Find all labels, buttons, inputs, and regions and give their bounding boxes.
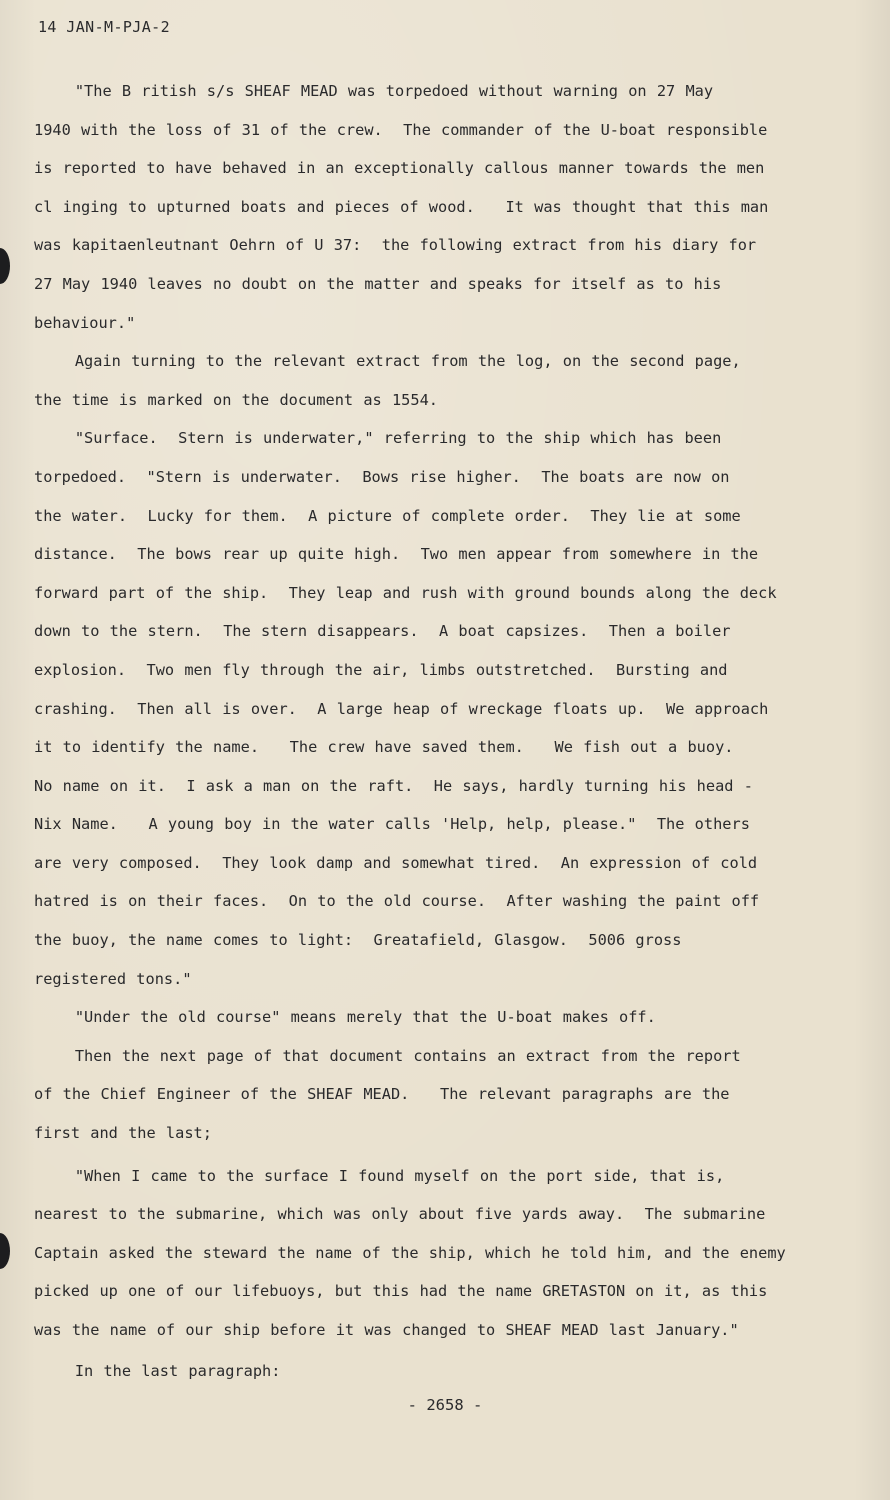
text-line: "Under the old course" means merely that the U-boat makes off. bbox=[34, 1008, 656, 1027]
text-line: 1940 with the loss of 31 of the crew. The commander of the U-boat responsible bbox=[34, 120, 768, 139]
text-line: hatred is on their faces. On to the old course. After washing the paint off bbox=[34, 892, 760, 911]
text-line: "Surface. Stern is underwater," referring to the ship which has been bbox=[34, 429, 722, 448]
page-number: - 2658 - bbox=[407, 1396, 483, 1414]
text-line: the buoy, the name comes to light: Greatafield, Glasgow. 5006 gross bbox=[34, 931, 682, 950]
text-line: Again turning to the relevant extract from the log, on the second page, bbox=[34, 352, 741, 371]
paragraph bbox=[34, 1037, 814, 1153]
text-line: distance. The bows rear up quite high. Two men appear from somewhere in the bbox=[34, 545, 759, 564]
text-line: nearest to the submarine, which was only about five yards away. The submarine bbox=[34, 1205, 766, 1224]
text-line: No name on it. I ask a man on the raft. He says, hardly turning his head - bbox=[34, 776, 753, 795]
text-line: "When I came to the surface I found myself on the port side, that is, bbox=[34, 1166, 725, 1185]
paragraph bbox=[34, 72, 814, 342]
text-line: "The B ritish s/s SHEAF MEAD was torpedoed without warning on 27 May bbox=[34, 82, 714, 100]
text-line: it to identify the name. The crew have saved them. We fish out a buoy. bbox=[34, 738, 734, 757]
document-code: 14 JAN-M-PJA-2 bbox=[38, 18, 171, 36]
punch-hole bbox=[0, 248, 10, 284]
punch-hole bbox=[0, 1233, 10, 1269]
text-line: registered tons." bbox=[34, 969, 192, 988]
text-line: the time is marked on the document as 1554. bbox=[34, 390, 439, 409]
text-line: forward part of the ship. They leap and rush with ground bounds along the deck bbox=[34, 583, 777, 602]
text-line: explosion. Two men fly through the air, limbs outstretched. Bursting and bbox=[34, 660, 728, 679]
text-line: Captain asked the steward the name of the ship, which he told him, and the enemy bbox=[34, 1243, 786, 1262]
paragraph bbox=[34, 342, 814, 419]
text-line: Then the next page of that document contains an extract from the report bbox=[34, 1046, 741, 1065]
text-line: Nix Name. A young boy in the water calls 'Help, help, please." The others bbox=[34, 815, 750, 834]
text-line: first and the last; bbox=[34, 1124, 212, 1143]
text-line: down to the stern. The stern disappears. A boat capsizes. Then a boiler bbox=[34, 622, 731, 641]
text-line: are very composed. They look damp and somewhat tired. An expression of cold bbox=[34, 853, 758, 872]
paragraph bbox=[34, 998, 814, 1037]
text-line: is reported to have behaved in an exceptionally callous manner towards the men bbox=[34, 159, 765, 178]
text-line: torpedoed. "Stern is underwater. Bows rise higher. The boats are now on bbox=[34, 467, 730, 486]
text-line: In the last paragraph: bbox=[34, 1361, 281, 1380]
paragraph bbox=[34, 419, 814, 998]
text-line: picked up one of our lifebuoys, but this had the name GRETASTON on it, as this bbox=[34, 1282, 768, 1301]
text-line: of the Chief Engineer of the SHEAF MEAD. The relevant paragraphs are the bbox=[34, 1085, 730, 1104]
document-body bbox=[34, 72, 814, 1390]
text-line: crashing. Then all is over. A large heap of wreckage floats up. We approach bbox=[34, 699, 769, 718]
paragraph bbox=[34, 1352, 814, 1391]
text-line: the water. Lucky for them. A picture of complete order. They lie at some bbox=[34, 506, 741, 525]
text-line: was kapitaenleutnant Oehrn of U 37: the following extract from his diary for bbox=[34, 236, 757, 255]
text-line: 27 May 1940 leaves no doubt on the matter and speaks for itself as to his bbox=[34, 274, 722, 293]
text-line: was the name of our ship before it was changed to SHEAF MEAD last January." bbox=[34, 1321, 739, 1339]
paragraph bbox=[34, 1157, 814, 1350]
text-line: behaviour." bbox=[34, 313, 136, 332]
text-line: cl inging to upturned boats and pieces of wood. It was thought that this man bbox=[34, 197, 769, 216]
